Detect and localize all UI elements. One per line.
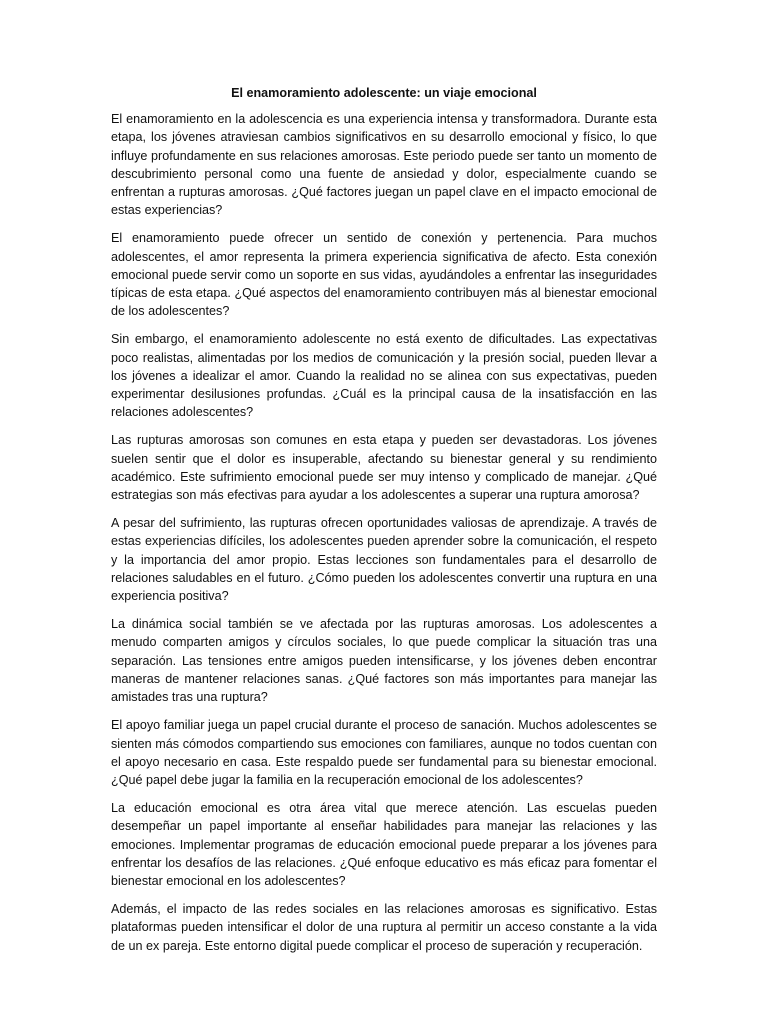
paragraph-9: Además, el impacto de las redes sociales en las relaciones amorosas es significativo. Estas plataformas pueden intensificar el dolor de una ruptura al permitir un acceso constante a la vida de un ex pareja. Este entorno digital puede complicar el proceso de superación y recuperación. <box>111 902 657 953</box>
paragraph-7: El apoyo familiar juega un papel crucial durante el proceso de sanación. Muchos adolescentes se sienten más cómodos compartiendo sus emociones con familiares, aunque no todos cuentan con el apoyo necesario en casa. Este respaldo puede ser fundamental para su bienestar emocional. ¿Qué papel debe jugar la familia en la recuperación emocional de los adolescentes? <box>111 718 657 787</box>
paragraph-4: Las rupturas amorosas son comunes en esta etapa y pueden ser devastadoras. Los jóvenes suelen sentir que el dolor es insuperable, afectando su bienestar general y su rendimiento académico. Este sufrimiento emocional puede ser muy intenso y complicado de manejar. ¿Qué estrategias son más efectivas para ayudar a los adolescentes a superar una ruptura amorosa? <box>111 433 657 503</box>
document-page <box>111 84 657 965</box>
document-title: El enamoramiento adolescente: un viaje emocional <box>231 86 537 100</box>
paragraph-1: El enamoramiento en la adolescencia es una experiencia intensa y transformadora. Durante esta etapa, los jóvenes atraviesan cambios significativos en su desarrollo emocional y físico, lo que influye profundamente en sus relaciones amorosas. Este periodo puede ser tanto un momento de descubrimiento personal como una fuente de ansiedad y dolor, especialmente cuando se enfrentan a rupturas amorosas. ¿Qué factores juegan un papel clave en el impacto emocional de estas experiencias? <box>111 112 657 218</box>
paragraph-3: Sin embargo, el enamoramiento adolescente no está exento de dificultades. Las expectativas poco realistas, alimentadas por los medios de comunicación y la presión social, pueden llevar a los jóvenes a idealizar el amor. Cuando la realidad no se alinea con sus expectativas, pueden experimentar desilusiones profundas. ¿Cuál es la principal causa de la insatisfacción en las relaciones adolescentes? <box>111 332 657 420</box>
paragraph-5: A pesar del sufrimiento, las rupturas ofrecen oportunidades valiosas de aprendizaje. A través de estas experiencias difíciles, los adolescentes pueden aprender sobre la comunicación, el respeto y la importancia del amor propio. Estas lecciones son fundamentales para el desarrollo de relaciones saludables en el futuro. ¿Cómo pueden los adolescentes convertir una ruptura en una experiencia positiva? <box>111 516 657 604</box>
paragraph-8: La educación emocional es otra área vital que merece atención. Las escuelas pueden desempeñar un papel importante al enseñar habilidades para manejar las relaciones y las emociones. Implementar programas de educación emocional puede preparar a los jóvenes para enfrentar los desafíos de las relaciones. ¿Qué enfoque educativo es más eficaz para fomentar el bienestar emocional en los adolescentes? <box>111 801 657 888</box>
paragraph-6: La dinámica social también se ve afectada por las rupturas amorosas. Los adolescentes a menudo comparten amigos y círculos sociales, lo que puede complicar la situación tras una separación. Las tensiones entre amigos pueden intensificarse, y los jóvenes deben encontrar maneras de mantener relaciones sanas. ¿Qué factores son más importantes para manejar las amistades tras una ruptura? <box>111 617 657 705</box>
paragraph-2: El enamoramiento puede ofrecer un sentido de conexión y pertenencia. Para muchos adolescentes, el amor representa la primera experiencia significativa de afecto. Esta conexión emocional puede servir como un soporte en sus vidas, ayudándoles a enfrentar las inseguridades típicas de esta etapa. ¿Qué aspectos del enamoramiento contribuyen más al bienestar emocional de los adolescentes? <box>111 231 657 319</box>
